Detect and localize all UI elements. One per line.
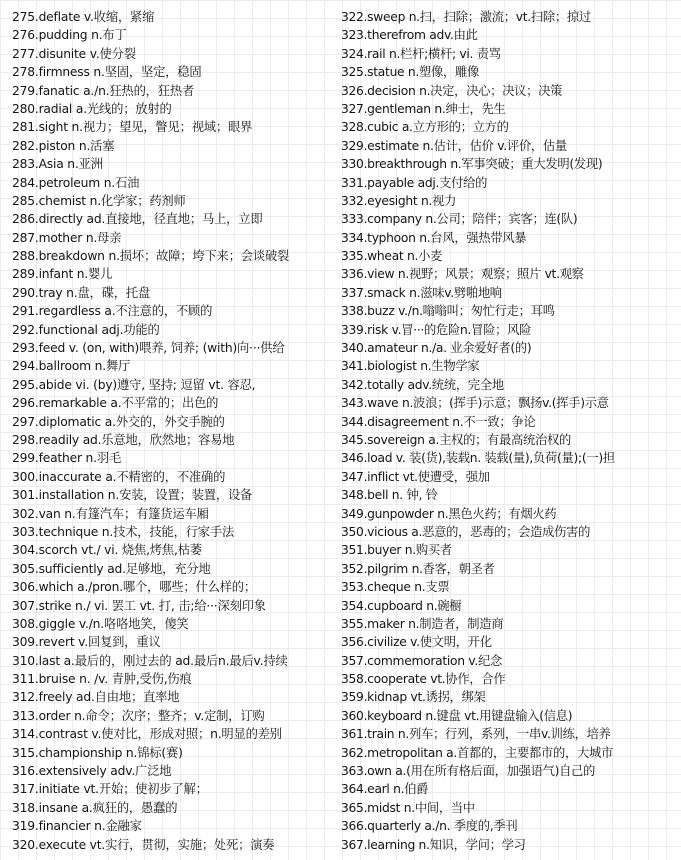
vocab-entry: 296.remarkable a.不平常的；出色的 [12, 396, 219, 411]
vocab-entry: 343.wave n.波浪；(挥手)示意；飘扬v.(挥手)示意 [341, 396, 609, 411]
vocab-entry: 342.totally adv.统统，完全地 [341, 377, 504, 392]
vocab-entry: 347.inflict vt.使遭受，强加 [341, 469, 490, 484]
vocab-entry: 352.pilgrim n.香客，朝圣者 [341, 561, 495, 576]
vocab-entry: 359.kidnap vt.诱拐，绑架 [341, 690, 486, 705]
vocab-entry: 301.installation n.安装，设置；装置，设备 [12, 488, 253, 503]
vocab-entry: 295.abide vi. (by)遵守, 坚持; 逗留 vt. 容忍, [12, 377, 256, 392]
vocab-entry: 281.sight n.视力；望见，瞥见；视域；眼界 [12, 120, 253, 135]
vocab-entry: 291.regardless a.不注意的，不顾的 [12, 304, 213, 319]
vocab-entry: 285.chemist n.化学家；药剂师 [12, 193, 186, 208]
vocab-entry: 303.technique n.技术，技能，行家手法 [12, 524, 235, 539]
vocab-entry: 358.cooperate vt.协作，合作 [341, 672, 506, 687]
vocab-entry: 350.vicious a.恶意的，恶毒的；会造成伤害的 [341, 524, 591, 539]
vocab-entry: 275.deflate v.收缩，紧缩 [12, 10, 155, 24]
vocab-entry: 293.feed v. (on, with)喂养, 饲养; (with)向···供给 [12, 341, 285, 356]
vocab-entry: 318.insane a.疯狂的，愚蠢的 [12, 800, 178, 815]
vocab-entry: 331.payable adj.支付给的 [341, 175, 488, 190]
vocab-entry: 278.firmness n.坚固，坚定，稳固 [12, 65, 202, 80]
vocab-entry: 329.estimate n.估计，估价 v.评价，估量 [341, 138, 567, 153]
vocab-entry: 313.order n.命令；次序；整齐；v.定制，订购 [12, 708, 265, 723]
vocab-entry: 333.company n.公司；陪伴；宾客；连(队) [341, 212, 578, 227]
vocab-entry: 337.smack n.滋味v.劈啪地响 [341, 285, 502, 300]
vocab-entry: 367.learning n.知识，学问；学习 [341, 837, 526, 852]
vocab-entry: 302.van n.有篷汽车；有篷货运车厢 [12, 506, 209, 521]
vocab-entry: 317.initiate vt.开始；使初步了解； [12, 782, 208, 797]
vocab-entry: 323.therefrom adv.由此 [341, 28, 478, 43]
vocab-entry: 356.civilize v.使文明，开化 [341, 635, 492, 650]
vocab-entry: 363.own a.(用在所有格后面，加强语气)自己的 [341, 764, 596, 779]
vocab-entry: 345.sovereign a.主权的；有最高统治权的 [341, 432, 572, 447]
vocab-entry: 294.ballroom n.舞厅 [12, 359, 131, 374]
vocab-entry: 325.statue n.塑像，雕像 [341, 65, 480, 80]
vocab-entry: 326.decision n.决定，决心；决议；决策 [341, 83, 563, 98]
vocab-entry: 335.wheat n.小麦 [341, 249, 443, 264]
vocab-entry: 341.biologist n.生物学家 [341, 359, 480, 374]
vocab-entry: 310.last a.最后的，刚过去的 ad.最后n.最后v.持续 [12, 653, 288, 668]
vocab-entry: 309.revert v.回复到，重议 [12, 635, 161, 650]
vocab-entry: 365.midst n.中间，当中 [341, 800, 475, 815]
vocab-entry: 349.gunpowder n.黑色火药；有烟火药 [341, 506, 557, 521]
vocab-entry: 311.bruise n. /v. 青肿,受伤,伤痕 [12, 672, 192, 687]
vocab-entry: 316.extensively adv.广泛地 [12, 764, 172, 779]
vocab-entry: 339.risk v.冒···的危险n.冒险；风险 [341, 322, 532, 337]
vocab-entry: 361.train n.列车；行列，系列，一串v.训练，培养 [341, 727, 611, 742]
right-column [341, 8, 679, 854]
vocab-entry: 351.buyer n.购买者 [341, 543, 452, 558]
vocab-entry: 338.buzz v./n.嗡嗡叫；匆忙行走；耳鸣 [341, 304, 555, 319]
vocab-entry: 288.breakdown n.损坏；故障；垮下来；会谈破裂 [12, 249, 290, 264]
vocab-entry: 276.pudding n.布丁 [12, 28, 127, 43]
vocab-entry: 306.which a./pron.哪个，哪些；什么样的； [12, 580, 256, 595]
vocab-entry: 308.giggle v./n.咯咯地笑，傻笑 [12, 616, 189, 631]
vocab-entry: 283.Asia n.亚洲 [12, 157, 103, 172]
vocab-entry: 299.feather n.羽毛 [12, 451, 122, 466]
vocab-entry: 279.fanatic a./n.狂热的，狂热者 [12, 83, 195, 98]
vocab-entry: 320.execute vt.实行，贯彻，实施；处死；演奏 [12, 837, 275, 852]
vocab-entry: 353.cheque n.支票 [341, 580, 450, 595]
vocab-entry: 324.rail n.栏杆;横杆; vi. 责骂 [341, 46, 501, 61]
vocab-entry: 346.load v. 装(货),装载n. 装载(量),负荷(量);(一)担 [341, 451, 615, 466]
vocab-entry: 297.diplomatic a.外交的，外交手腕的 [12, 414, 225, 429]
vocab-entry: 280.radial a.光线的；放射的 [12, 101, 172, 116]
vocab-entry: 300.inaccurate a.不精密的，不准确的 [12, 469, 226, 484]
vocab-entry: 354.cupboard n.碗橱 [341, 598, 462, 613]
vocab-entry: 355.maker n.制造者，制造商 [341, 616, 504, 631]
vocab-entry: 366.quarterly a./n. 季度的,季刊 [341, 819, 518, 834]
vocab-entry: 334.typhoon n.台风，强热带风暴 [341, 230, 527, 245]
vocab-entry: 357.commemoration v.纪念 [341, 653, 502, 668]
vocab-entry: 332.eyesight n.视力 [341, 193, 457, 208]
vocab-entry: 284.petroleum n.石油 [12, 175, 140, 190]
vocab-entry: 336.view n.视野；风景；观察；照片 vt.观察 [341, 267, 584, 282]
vocab-entry: 277.disunite v.使分裂 [12, 46, 136, 61]
vocab-entry: 344.disagreement n.不一致；争论 [341, 414, 536, 429]
vocab-entry: 315.championship n.锦标(赛) [12, 745, 183, 760]
left-column [12, 8, 337, 854]
vocab-entry: 348.bell n. 钟, 铃 [341, 488, 438, 503]
vocab-entry: 287.mother n.母亲 [12, 230, 122, 245]
vocab-entry: 282.piston n.活塞 [12, 138, 115, 153]
vocab-entry: 360.keyboard n.键盘 vt.用键盘输入(信息) [341, 708, 573, 723]
vocab-entry: 328.cubic a.立方形的；立方的 [341, 120, 509, 135]
vocab-entry: 340.amateur n./a. 业余爱好者(的) [341, 341, 532, 356]
vocab-entry: 319.financier n.金融家 [12, 819, 142, 834]
vocab-entry: 312.freely ad.自由地；直率地 [12, 690, 180, 705]
vocab-entry: 327.gentleman n.绅士，先生 [341, 101, 506, 116]
vocab-entry: 298.readily ad.乐意地，欣然地；容易地 [12, 432, 235, 447]
vocab-entry: 314.contrast v.使对比，形成对照；n.明显的差别 [12, 727, 282, 742]
vocab-entry: 307.strike n./ vi. 罢工 vt. 打, 击;给···深刻印象 [12, 598, 266, 613]
vocab-entry: 364.earl n.伯爵 [341, 782, 429, 797]
vocab-entry: 304.scorch vt./ vi. 烧焦,烤焦,枯萎 [12, 543, 202, 558]
vocab-entry: 322.sweep n.扫，扫除；激流；vt.扫除；掠过 [341, 10, 591, 24]
vocab-entry: 362.metropolitan a.首都的，主要都市的，大城市 [341, 745, 613, 760]
vocab-entry: 290.tray n.盘，碟，托盘 [12, 285, 151, 300]
vocab-entry: 286.directly ad.直接地，径直地；马上，立即 [12, 212, 263, 227]
vocab-entry: 289.infant n.婴儿 [12, 267, 113, 282]
vocab-entry: 305.sufficiently ad.足够地，充分地 [12, 561, 211, 576]
vocab-entry: 330.breakthrough n.军事突破；重大发明(发现) [341, 157, 603, 172]
vocab-entry: 292.functional adj.功能的 [12, 322, 160, 337]
